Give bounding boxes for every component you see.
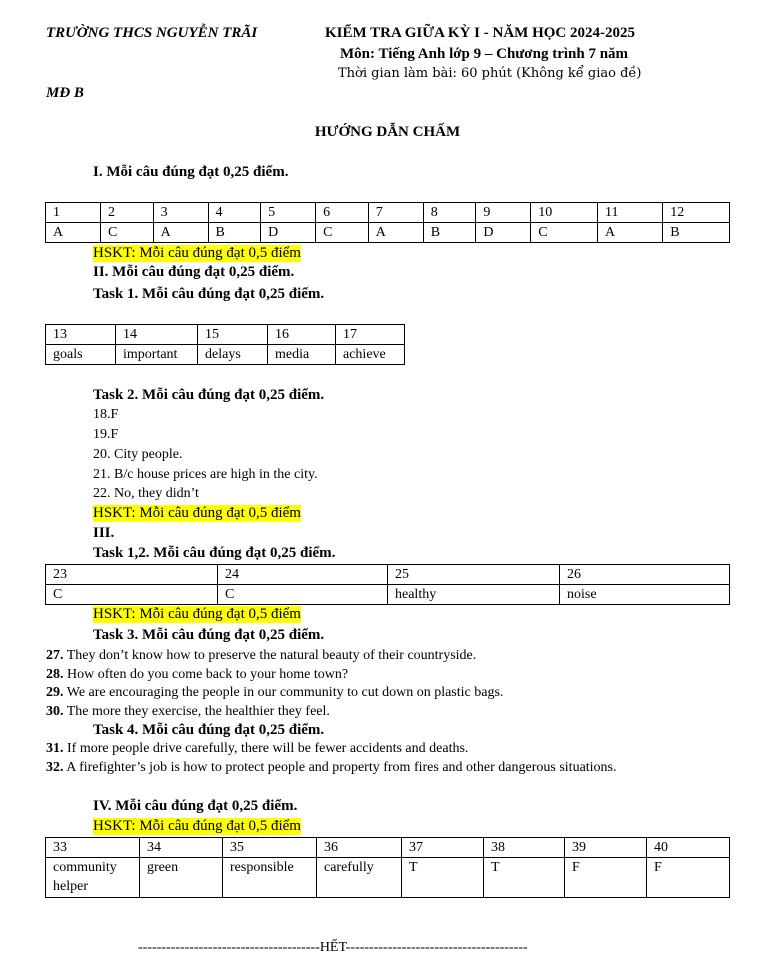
part3-task4-heading: Task 4. Mỗi câu đúng đạt 0,25 điểm.: [93, 722, 325, 738]
answer-29: [46, 685, 503, 701]
table-cell: achieve: [336, 345, 405, 365]
answer-30: [46, 704, 330, 720]
table-row: [46, 325, 405, 345]
exam-code: MĐ B: [46, 85, 84, 101]
table-cell: 13: [46, 325, 116, 345]
table-cell: carefully: [317, 858, 402, 898]
table-row: [46, 585, 730, 605]
table-cell: A: [368, 223, 423, 243]
part1-answer-table: [45, 202, 730, 243]
table-cell: important: [116, 345, 198, 365]
table-cell: 16: [268, 325, 336, 345]
answer-18: 18.F: [93, 407, 119, 422]
part4-heading: IV. Mỗi câu đúng đạt 0,25 điểm.: [93, 798, 298, 814]
table-cell: 3: [153, 203, 208, 223]
table-cell: 12: [663, 203, 730, 223]
table-cell: A: [598, 223, 663, 243]
exam-title: KIỂM TRA GIỮA KỲ I - NĂM HỌC 2024-2025: [325, 25, 636, 41]
table-row: [46, 838, 730, 858]
table-cell: A: [153, 223, 208, 243]
end-marker: ---------------------------------------HẾT---------------------------------------: [138, 940, 528, 955]
table-cell: 14: [116, 325, 198, 345]
answer-number: 30.: [46, 704, 64, 719]
answer-20: 20. City people.: [93, 447, 183, 462]
answer-text: The more they exercise, the healthier they feel.: [66, 704, 330, 719]
table-cell: 36: [317, 838, 402, 858]
part1-hskt-note: HSKT: Mỗi câu đúng đạt 0,5 điểm: [93, 245, 301, 261]
table-cell: 4: [208, 203, 261, 223]
part4-hskt-note: HSKT: Mỗi câu đúng đạt 0,5 điểm: [93, 818, 301, 834]
table-cell: delays: [198, 345, 268, 365]
answer-22: 22. No, they didn’t: [93, 486, 199, 501]
answer-number: 31.: [46, 741, 64, 756]
part2-task1-table: [45, 324, 405, 365]
table-cell: 26: [560, 565, 730, 585]
part2-task2-heading: Task 2. Mỗi câu đúng đạt 0,25 điểm.: [93, 387, 325, 403]
answer-28: [46, 667, 348, 683]
table-cell: B: [208, 223, 261, 243]
table-cell: 37: [402, 838, 484, 858]
table-cell: F: [647, 858, 730, 898]
answer-number: 29.: [46, 685, 64, 700]
table-row: [46, 345, 405, 365]
table-row: [46, 223, 730, 243]
part2-hskt-note: HSKT: Mỗi câu đúng đạt 0,5 điểm: [93, 505, 301, 521]
answer-32: [46, 760, 617, 776]
answer-21: 21. B/c house prices are high in the city.: [93, 467, 318, 482]
table-cell: D: [476, 223, 531, 243]
table-cell: B: [423, 223, 476, 243]
answer-number: 27.: [46, 648, 64, 663]
table-cell: green: [140, 858, 223, 898]
part1-heading: I. Mỗi câu đúng đạt 0,25 điểm.: [93, 164, 289, 180]
table-cell: 40: [647, 838, 730, 858]
table-cell: community helper: [46, 858, 140, 898]
answer-text: If more people drive carefully, there will be fewer accidents and deaths.: [67, 741, 469, 756]
answer-number: 28.: [46, 667, 64, 682]
exam-subject: Môn: Tiếng Anh lớp 9 – Chương trình 7 năm: [340, 46, 629, 62]
table-cell: T: [484, 858, 565, 898]
table-cell: 38: [484, 838, 565, 858]
page-title: HƯỚNG DẪN CHẤM: [314, 124, 461, 140]
answer-text: A firefighter’s job is how to protect people and property from fires and other dangerous situations.: [66, 760, 617, 775]
answer-19: 19.F: [93, 427, 119, 442]
table-cell: 17: [336, 325, 405, 345]
table-row: [46, 565, 730, 585]
table-row: [46, 203, 730, 223]
table-cell: T: [402, 858, 484, 898]
part3-task12-heading: Task 1,2. Mỗi câu đúng đạt 0,25 điểm.: [93, 545, 336, 561]
part2-task1-heading: Task 1. Mỗi câu đúng đạt 0,25 điểm.: [93, 286, 325, 302]
table-cell: A: [46, 223, 101, 243]
table-cell: 1: [46, 203, 101, 223]
table-cell: C: [46, 585, 218, 605]
part3-heading: III.: [93, 525, 115, 541]
answer-31: [46, 741, 468, 757]
table-cell: C: [218, 585, 388, 605]
school-name: TRƯỜNG THCS NGUYỄN TRÃI: [46, 25, 258, 41]
table-cell: responsible: [223, 858, 317, 898]
part3-task3-heading: Task 3. Mỗi câu đúng đạt 0,25 điểm.: [93, 627, 325, 643]
table-cell: 5: [261, 203, 316, 223]
part3-hskt-note: HSKT: Mỗi câu đúng đạt 0,5 điểm: [93, 606, 301, 622]
table-cell: 35: [223, 838, 317, 858]
part4-answer-table: [45, 837, 730, 898]
table-cell: 10: [531, 203, 598, 223]
answer-text: They don’t know how to preserve the natural beauty of their countryside.: [66, 648, 477, 663]
table-cell: B: [663, 223, 730, 243]
table-cell: 8: [423, 203, 476, 223]
exam-time: Thời gian làm bài: 60 phút (Không kể giao đề): [338, 66, 642, 81]
answer-number: 32.: [46, 760, 64, 775]
table-cell: 34: [140, 838, 223, 858]
table-cell: 25: [388, 565, 560, 585]
table-cell: healthy: [388, 585, 560, 605]
table-cell: 15: [198, 325, 268, 345]
table-cell: media: [268, 345, 336, 365]
table-cell: 23: [46, 565, 218, 585]
table-cell: 9: [476, 203, 531, 223]
table-cell: F: [565, 858, 647, 898]
part3-task12-table: [45, 564, 730, 605]
table-cell: 39: [565, 838, 647, 858]
table-cell: 6: [316, 203, 369, 223]
table-cell: C: [316, 223, 369, 243]
table-cell: 7: [368, 203, 423, 223]
table-cell: 33: [46, 838, 140, 858]
table-cell: 11: [598, 203, 663, 223]
part2-heading: II. Mỗi câu đúng đạt 0,25 điểm.: [93, 264, 295, 280]
answer-27: [46, 648, 476, 664]
table-cell: 2: [100, 203, 153, 223]
table-row: [46, 858, 730, 898]
table-cell: C: [100, 223, 153, 243]
table-cell: 24: [218, 565, 388, 585]
table-cell: noise: [560, 585, 730, 605]
table-cell: D: [261, 223, 316, 243]
table-cell: C: [531, 223, 598, 243]
answer-text: How often do you come back to your home town?: [67, 667, 349, 682]
table-cell: goals: [46, 345, 116, 365]
answer-text: We are encouraging the people in our community to cut down on plastic bags.: [66, 685, 504, 700]
